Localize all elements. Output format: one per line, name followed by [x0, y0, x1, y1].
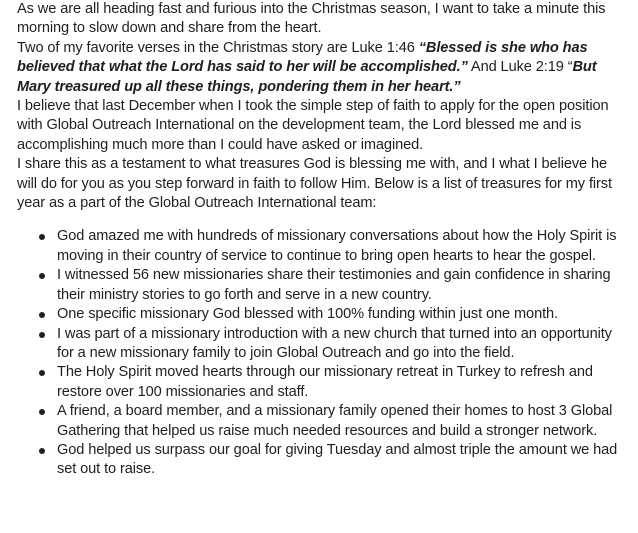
verse-intro-text: Two of my favorite verses in the Christmas story are Luke 1:46	[17, 39, 419, 56]
verse-connector-text: And Luke 2:19 “	[467, 59, 573, 76]
treasures-list	[17, 227, 629, 479]
verse-luke-1-46: “Blessed is she who has believed that what the Lord has said to her will be accomplished.”	[17, 39, 588, 76]
list-item: A friend, a board member, and a missionary family opened their homes to host 3 Global Gathering that helped us raise much needed resources and build a stronger network.	[33, 402, 629, 441]
list-item: God amazed me with hundreds of missionary conversations about how the Holy Spirit is moving in their country of service to continue to bring open hearts to hear the gospel.	[33, 227, 629, 266]
intro-paragraph-3: I believe that last December when I took the simple step of faith to apply for the open position with Global Outreach International on the development team, the Lord blessed me and is accomplishing much more than I could have asked or imagined.	[17, 98, 609, 153]
verse-luke-2-19: But Mary treasured up all these things, pondering them in her heart.”	[17, 59, 597, 95]
intro-paragraph-4: I share this as a testament to what treasures God is blessing me with, and I what I believe he will do for you as you step forward in faith to follow Him. Below is a list of treasures for my first year as a part of the Global Outreach International team:	[17, 156, 612, 212]
list-item: The Holy Spirit moved hearts through our missionary retreat in Turkey to refresh and restore over 100 missionaries and staff.	[33, 363, 629, 402]
list-item: I was part of a missionary introduction with a new church that turned into an opportunity for a new missionary family to join Global Outreach and go into the field.	[33, 325, 629, 364]
list-item: I witnessed 56 new missionaries share their testimonies and gain confidence in sharing their ministry stories to go forth and serve in a new country.	[33, 266, 629, 305]
document-body	[17, 0, 629, 480]
list-item: One specific missionary God blessed with 100% funding within just one month.	[33, 305, 629, 324]
intro-paragraph-2	[17, 39, 629, 97]
intro-paragraph-1: As we are all heading fast and furious into the Christmas season, I want to take a minute this morning to slow down and share from the heart.	[17, 1, 606, 37]
list-item: God helped us surpass our goal for giving Tuesday and almost triple the amount we had set out to raise.	[33, 441, 629, 480]
